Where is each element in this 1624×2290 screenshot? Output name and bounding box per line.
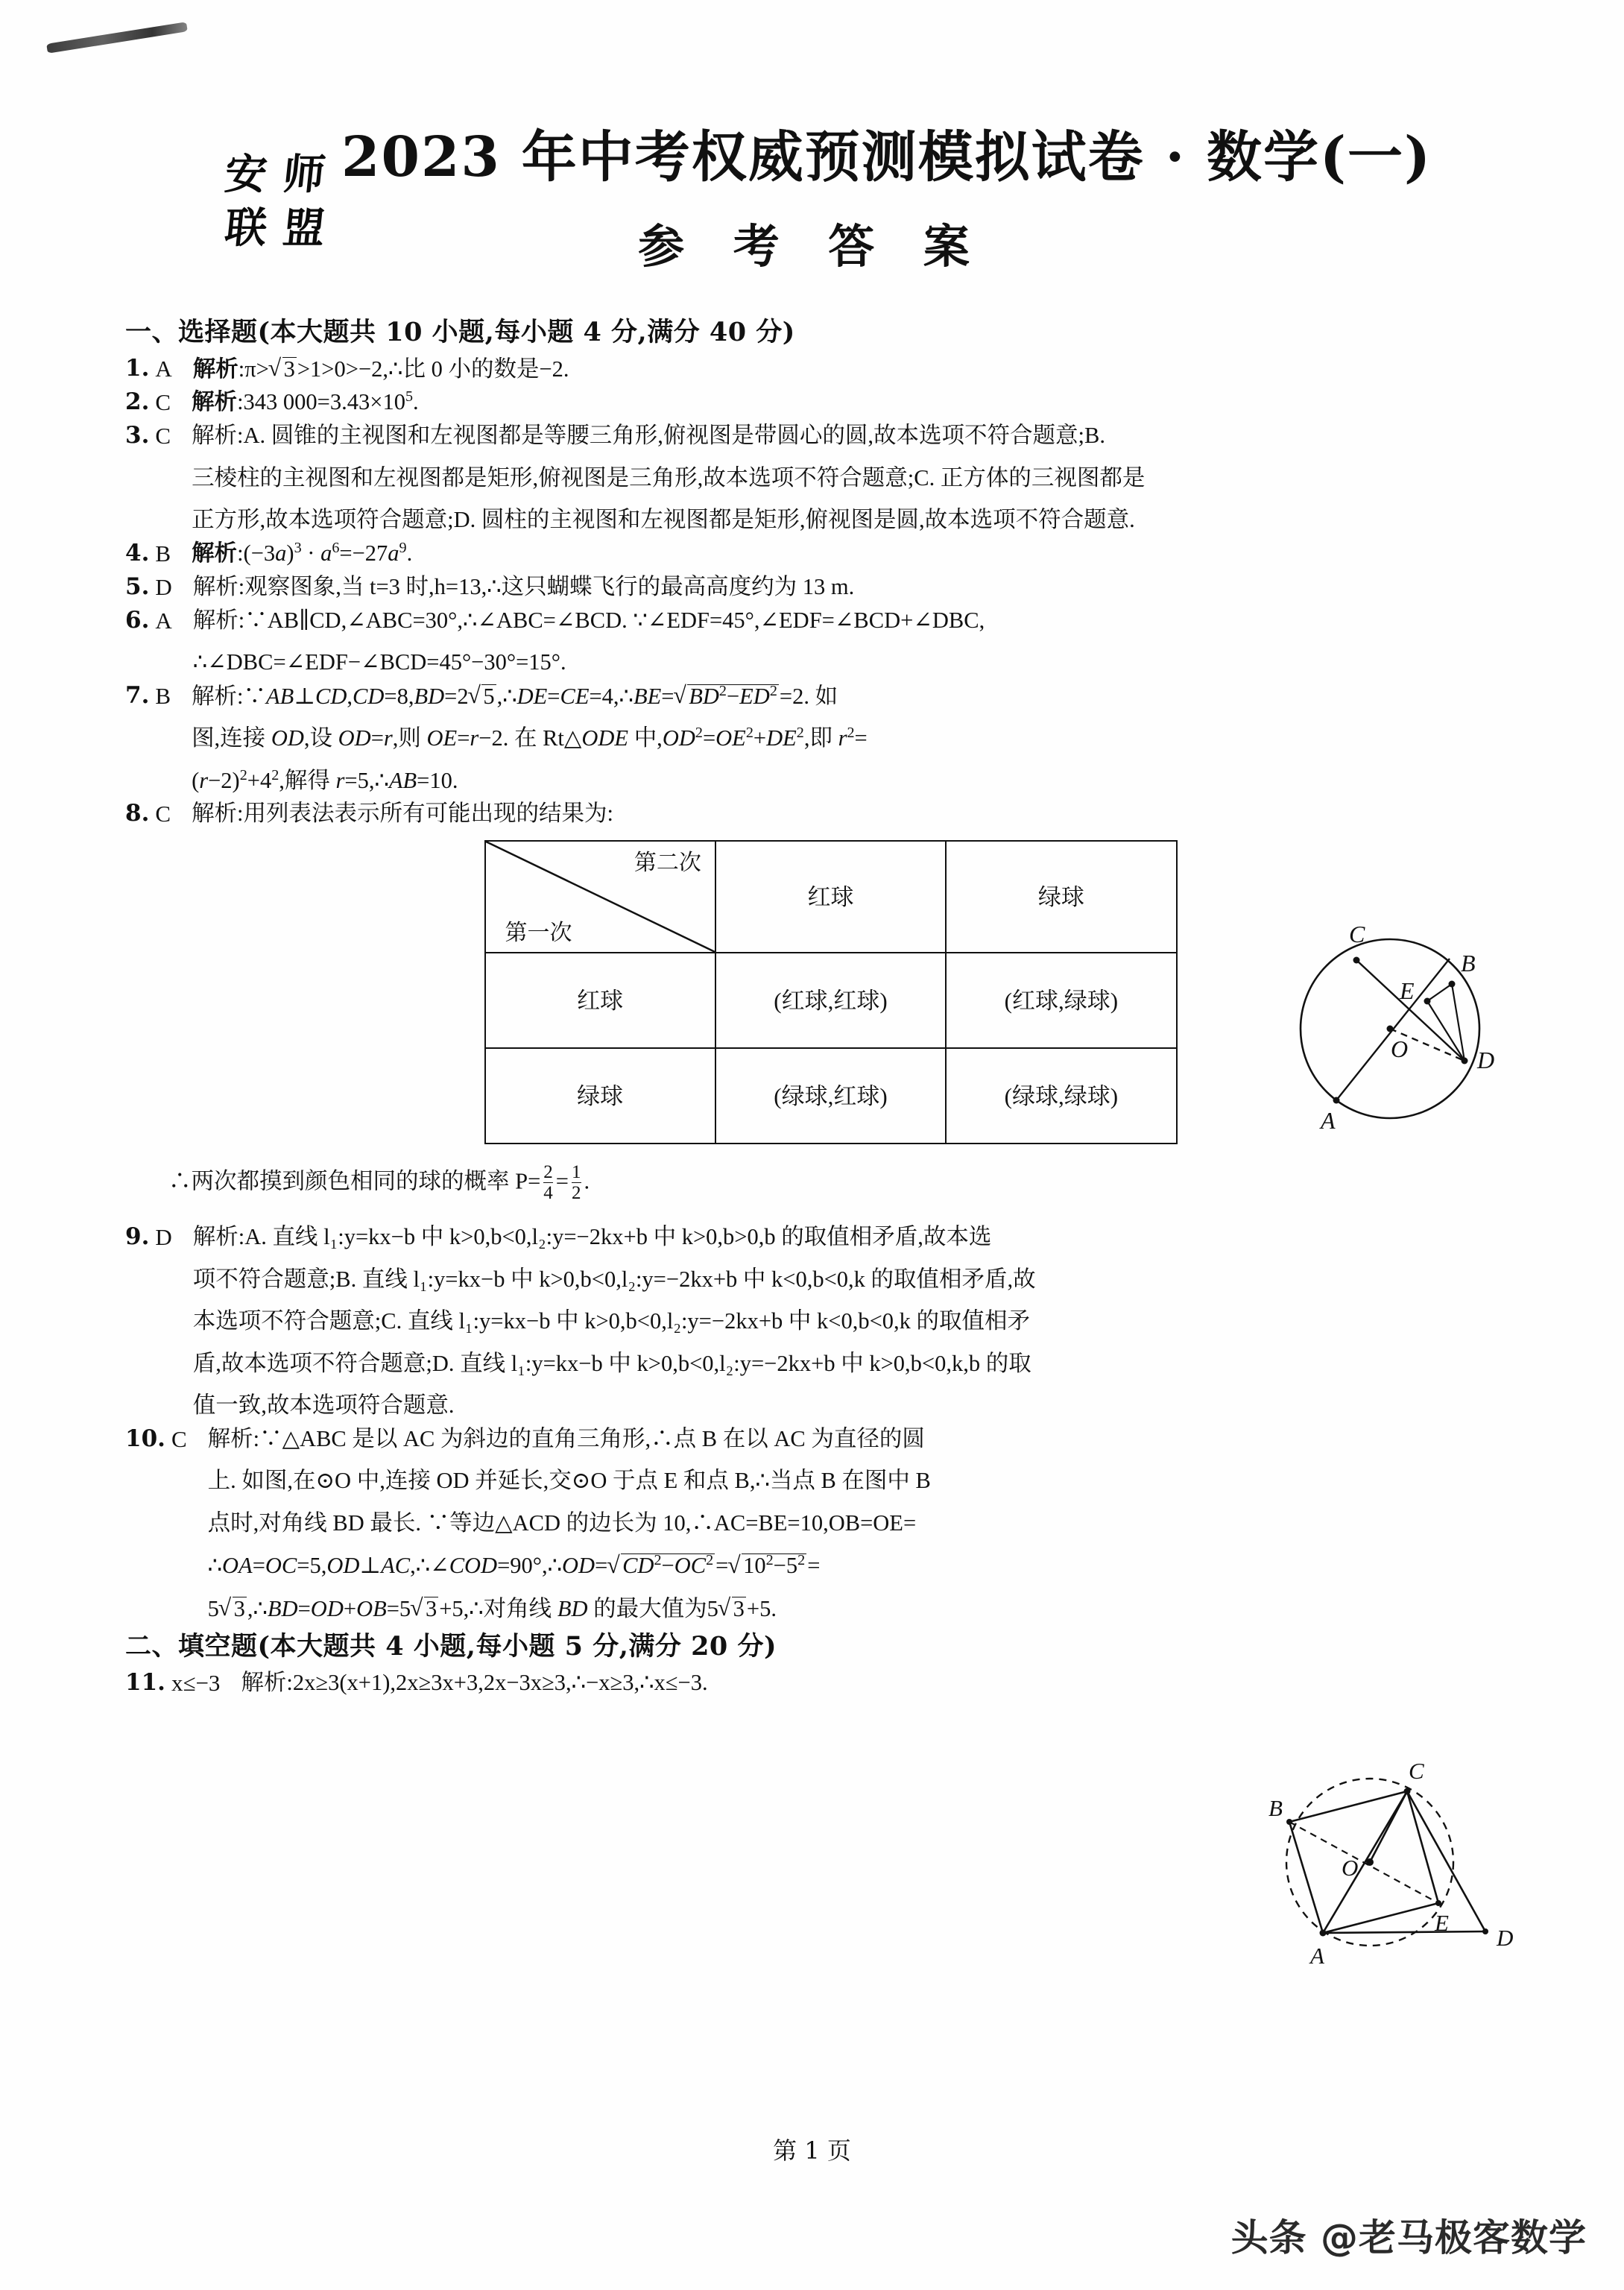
item-number: 1. (125, 354, 150, 382)
item-number: 5. (125, 572, 150, 600)
figure-quad-q10 (1260, 1750, 1565, 1989)
explanation-line: 解析:343 $000=3.43\times 10^5$. (192, 388, 419, 416)
explanation-line: 点时,对角线 BD 最长. ∵等边△ACD 的边长为 10,∴AC=BE=10,OB=OE= (207, 1510, 917, 1536)
item-number: 9. (125, 1223, 150, 1251)
explanation-line: 值一致,故本选项符合题意. (192, 1392, 455, 1419)
item-answer: C (171, 1425, 187, 1452)
answer-item-2 (125, 388, 1536, 416)
figure-label-B: B (1461, 950, 1476, 977)
probability-outcome-table (484, 840, 1178, 1144)
table-cell: (绿球,红球) (715, 1048, 946, 1144)
page-subtitle: 参 考 答 案 (638, 218, 986, 274)
explanation-line: 解析:2x≥3(x+1),2x≥3x+3,2x−3x≥3,∴−x≥3,∴x≤−3. (241, 1670, 708, 1696)
answer-item-9 (125, 1223, 1536, 1419)
logo-char-3: 联 (222, 204, 271, 253)
item-number: 4. (125, 539, 150, 567)
table-cell: (红球,绿球) (946, 953, 1176, 1048)
item-explanation (241, 1671, 1536, 1694)
answer-item-4 (125, 539, 1536, 567)
explanation-line: 解析:∵AB⊥CD,CD=8,BD=2 √ 5,∴DE=CE=4,∴BE= √ $BD^2-ED^2=2$. 如 (192, 684, 1536, 708)
item-answer: A (155, 355, 172, 382)
explanation-line: ∴两次都摸到颜色相同的球的概率 P= $\frac{2}{4}$ = $\frac{1}{2}$ . (168, 1162, 590, 1203)
item-number: 6. (125, 606, 150, 634)
table-header-row (485, 841, 1177, 953)
item-answer: D (155, 1224, 172, 1251)
figure-label-A: A (1310, 1943, 1324, 1969)
item-answer: B (155, 682, 171, 709)
explanation-line: ∴∠DBC=∠EDF−∠BCD=45°−30°=15°. (192, 649, 566, 675)
item-answer: C (155, 389, 171, 416)
publisher-logo (216, 145, 335, 257)
item-explanation (192, 424, 1536, 532)
item-answer: x≤−3 (171, 1670, 221, 1697)
row-header-red: 红球 (485, 953, 715, 1048)
item-answer: A (155, 607, 172, 634)
figure-label-O: O (1391, 1035, 1409, 1062)
item-explanation (193, 1226, 1536, 1417)
item-number: 11. (125, 1669, 165, 1697)
item-number: 2. (125, 388, 150, 416)
answer-item-1 (125, 354, 1536, 382)
section-heading-choice: 一、选择题(本大题共 10 小题,每小题 4 分,满分 40 分) (125, 316, 795, 347)
explanation-line: 解析:观察图象,当 t=3 时,h=13,∴这只蝴蝶飞行的最高高度约为 13 m. (192, 573, 855, 599)
watermark: 头条 @老马极客数学 (1230, 2216, 1587, 2259)
probability-conclusion (168, 1164, 1536, 1203)
explanation-line: 解析:∵△ABC 是以 AC 为斜边的直角三角形,∴点 B 在以 AC 为直径的圆 (207, 1425, 925, 1451)
item-explanation (207, 1425, 1536, 1621)
section-heading-fill: 二、填空题(本大题共 4 小题,每小题 5 分,满分 20 分) (125, 1631, 777, 1662)
document-header (0, 0, 1624, 276)
item-number: 10. (125, 1425, 165, 1452)
item-answer: C (155, 423, 171, 450)
explanation-line: 解析:用列表法表示所有可能出现的结果为: (192, 801, 614, 827)
item-number: 8. (125, 800, 150, 827)
figure-circle-q7 (1237, 915, 1550, 1139)
explanation-line: 解析:π> √ 3>1>0>−2,∴比 0 小的数是−2. (193, 357, 1536, 381)
page-number: 第 1 页 (773, 2136, 851, 2165)
figure-label-B: B (1268, 1795, 1283, 1821)
figure-label-D: D (1497, 1925, 1514, 1951)
answer-item-3 (125, 424, 1536, 532)
explanation-line: 解析:A. 圆锥的主视图和左视图都是等腰三角形,俯视图是带圆心的圆,故本选项不符合题意;B. (192, 423, 1106, 449)
explanation-line: ∴OA=OC=5,OD⊥AC,∴∠COD=90°,∴OD= √ $CD^2-OC^2=$ √ $10^2-5^2=$ (208, 1554, 1536, 1577)
corner-label-second: 第二次 (634, 851, 701, 876)
figure-label-E: E (1435, 1910, 1449, 1936)
figure-label-D: D (1477, 1047, 1495, 1073)
item-explanation (193, 357, 1536, 381)
figure-label-A: A (1321, 1107, 1336, 1134)
figure-label-O: O (1342, 1855, 1359, 1881)
table-corner-cell (485, 841, 715, 953)
item-answer: D (155, 573, 172, 600)
item-number: 7. (125, 681, 150, 709)
item-number: 3. (125, 422, 150, 450)
explanation-line: 本选项不符合题意;C. 直线 l₁:y=kx−b 中 k>0,b<0,l₂:y=−2kx+b 中 k<0,b<0,k 的取值相矛 (192, 1308, 1031, 1334)
explanation-line: 盾,故本选项不符合题意;D. 直线 l₁:y=kx−b 中 k>0,b<0,l₂:y=−2kx+b 中 k>0,b<0,k,b 的取 (192, 1350, 1031, 1376)
col-header-red: 红球 (715, 841, 946, 953)
item-explanation (192, 684, 1536, 792)
logo-char-4: 盟 (280, 204, 329, 253)
explanation-line: 解析:A. 直线 l₁:y=kx−b 中 k>0,b<0,l₂:y=−2kx+b 中 k>0,b>0,b 的取值相矛盾,故本选 (192, 1224, 992, 1250)
logo-char-2: 师 (280, 150, 329, 199)
item-explanation (192, 388, 1536, 416)
item-explanation (192, 802, 1536, 825)
answer-item-11 (125, 1669, 1536, 1697)
table-row (485, 953, 1177, 1048)
page-title: 2023 年中考权威预测模拟试卷 · 数学(一) (341, 125, 1432, 189)
explanation-line: 三棱柱的主视图和左视图都是矩形,俯视图是三角形,故本选项不符合题意;C. 正方体的三视图都是 (192, 464, 1146, 491)
table-cell: (绿球,绿球) (946, 1048, 1176, 1144)
logo-char-1: 安 (222, 150, 271, 199)
item-explanation (193, 575, 1536, 599)
answer-item-5 (125, 572, 1536, 600)
answer-item-8 (125, 802, 1536, 825)
corner-label-first: 第一次 (505, 921, 572, 946)
figure-label-C: C (1349, 921, 1365, 947)
table-row (485, 1048, 1177, 1144)
table-cell: (红球,红球) (715, 953, 946, 1048)
explanation-line: 解析$:(-3a)^3 \cdot a^6=-27a^9$. (192, 539, 413, 567)
explanation-line: 项不符合题意;B. 直线 l₁:y=kx−b 中 k>0,b<0,l₂:y=−2kx+b 中 k<0,b<0,k 的取值相矛盾,故 (192, 1266, 1036, 1292)
item-explanation (192, 539, 1536, 567)
explanation-line: 正方形,故本选项符合题意;D. 圆柱的主视图和左视图都是矩形,俯视图是圆,故本选项不符合题意. (192, 507, 1135, 533)
item-answer: B (155, 540, 171, 567)
explanation-line: 5 √ 3,∴BD=OD+OB=5 √ 3+5,∴对角线 BD 的最大值为5 √ 3+5. (208, 1597, 1536, 1621)
answer-item-10 (125, 1425, 1536, 1621)
item-explanation (193, 609, 1536, 674)
row-header-green: 绿球 (485, 1048, 715, 1144)
item-answer: C (155, 801, 171, 827)
figure-label-E: E (1400, 977, 1415, 1004)
answer-item-7 (125, 681, 1536, 793)
col-header-green: 绿球 (946, 841, 1176, 953)
explanation-line: $(r-2)^2+4^2$,解得 r=5,∴AB=10. (192, 766, 458, 793)
explanation-line: 解析:∵AB∥CD,∠ABC=30°,∴∠ABC=∠BCD. ∵∠EDF=45°,∠EDF=∠BCD+∠DBC, (192, 607, 985, 633)
answer-item-6 (125, 606, 1536, 675)
figure-label-C: C (1409, 1758, 1424, 1784)
explanation-line: 图,连接 OD,设 OD=r,则 OE=r−2. 在 Rt△ODE 中$,OD^2=OE^2+DE^2$,即 $r^2=$ (192, 725, 868, 751)
explanation-line: 上. 如图,在⊙O 中,连接 OD 并延长,交⊙O 于点 E 和点 B,∴当点 B 在图中 B (207, 1468, 931, 1494)
